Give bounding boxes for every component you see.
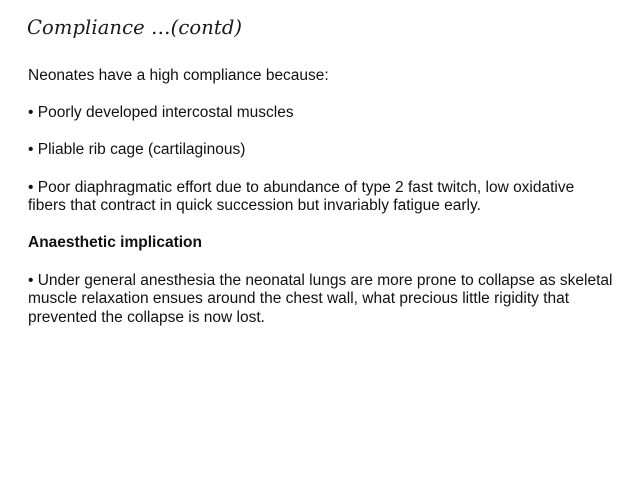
bullet-pliable-rib-cage: • Pliable rib cage (cartilaginous) bbox=[28, 141, 246, 159]
bullet-diaphragmatic-effort: • Poor diaphragmatic effort due to abundance of type 2 fast twitch, low oxidative fibers that contract in quick succession but invariably fatigue early. bbox=[28, 178, 575, 215]
section-heading-anaesthetic-implication: Anaesthetic implication bbox=[28, 234, 202, 252]
slide-body bbox=[28, 67, 613, 346]
bullet-intercostal-muscles: • Poorly developed intercostal muscles bbox=[28, 104, 294, 122]
slide-title: Compliance …(contd) bbox=[27, 16, 243, 39]
intro-text: Neonates have a high compliance because: bbox=[28, 67, 329, 84]
bullet-general-anesthesia: • Under general anesthesia the neonatal lungs are more prone to collapse as skeletal muscle relaxation ensues around the chest wall, what precious little rigidity that prevented the collapse is now lost. bbox=[28, 271, 613, 326]
